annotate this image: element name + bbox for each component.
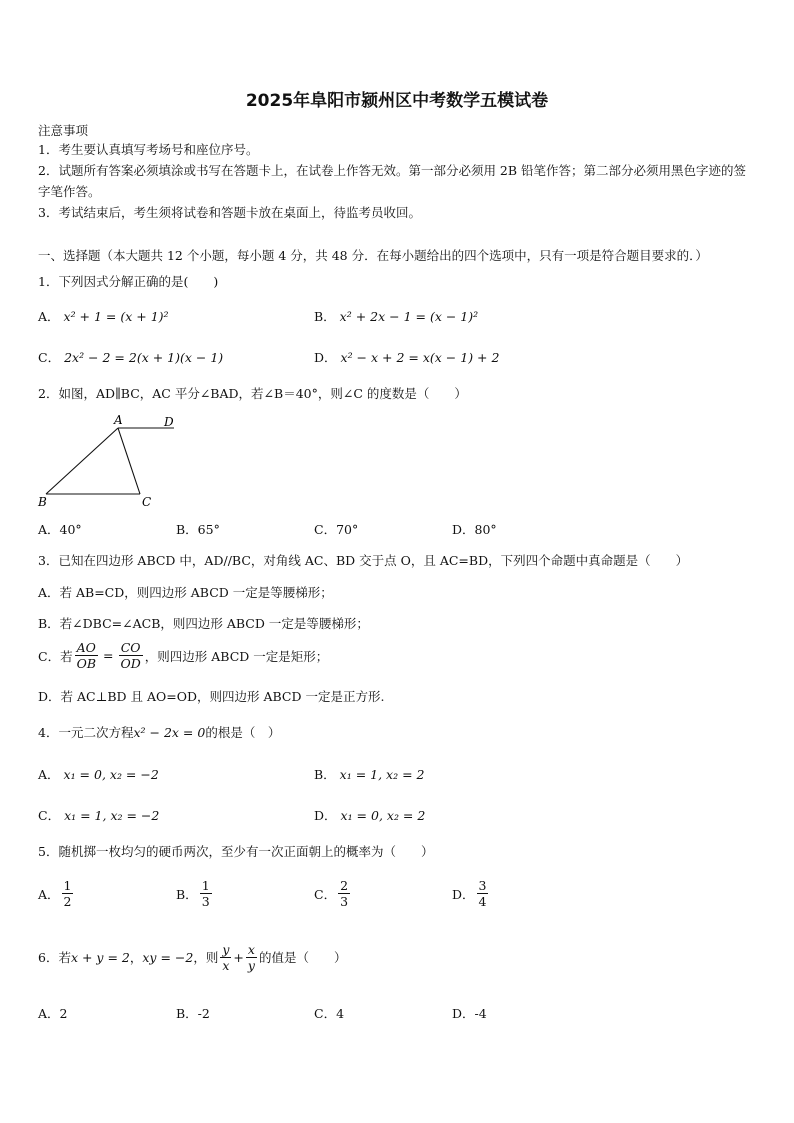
q2-stem: 2．如图，AD∥BC，AC 平分∠BAD，若∠B＝40°，则∠C 的度数是（ ） [38,386,467,401]
q6-then: ，则 [193,950,219,965]
q4-option-b[interactable] [314,765,425,783]
q6-separator: ， [129,950,143,965]
q3-frac2-den: OD [120,656,141,671]
q4-stem [38,723,280,742]
q2-option-b[interactable]: B．65° [176,522,220,537]
q4-stem-expr: x² − 2x = 0 [133,725,206,740]
q1-option-b-expr: x² + 2x − 1 = (x − 1)² [339,309,479,324]
notice-heading: 注意事项 [38,123,89,138]
q6-f1-den: x [222,958,230,973]
q5-option-d[interactable] [452,878,490,909]
q6-condition-product: xy = −2 [142,950,194,965]
q5-option-c-label: C． [314,886,337,902]
q2-geometry-figure [30,412,190,512]
q6-stem [38,942,346,973]
q1-option-d-expr: x² − x + 2 = x(x − 1) + 2 [340,350,500,365]
q1-option-c-label: C． [38,350,61,365]
notice-item-1: 1．考生要认真填写考场号和座位序号。 [38,142,259,157]
q2-option-d[interactable]: D．80° [452,522,497,537]
q6-f2-num: x [247,942,255,957]
q6-plus: + [233,950,244,965]
q1-option-b[interactable] [314,307,478,325]
q6-fraction-y-over-x [220,942,231,973]
q5-d-num: 3 [478,878,487,893]
q5-option-a-label: A． [38,886,60,902]
q1-option-d[interactable] [314,348,499,366]
q4-option-a-expr: x₁ = 0, x₂ = −2 [63,767,159,782]
q3-option-c-prefix: C．若 [38,648,73,664]
q6-option-b[interactable]: B．-2 [176,1006,210,1021]
q5-a-den: 2 [63,894,72,909]
q2-label-d: D [164,415,174,429]
q4-option-d-expr: x₁ = 0, x₂ = 2 [340,808,426,823]
q5-option-a[interactable] [38,878,75,909]
q4-stem-prefix: 4．一元二次方程 [38,725,134,740]
notice-item-3: 3．考试结束后，考生须将试卷和答题卡放在桌面上，待监考员收回。 [38,205,421,220]
q5-stem: 5．随机掷一枚均匀的硬币两次，至少有一次正面朝上的概率为（ ） [38,844,434,859]
q3-stem: 3．已知在四边形 ABCD 中，AD//BC，对角线 AC、BD 交于点 O，且 AC=BD，下列四个命题中真命题是（ ） [38,553,689,568]
q4-option-a[interactable] [38,765,159,783]
q6-f2-den: y [247,958,255,973]
q5-b-den: 3 [201,894,210,909]
q3-option-a[interactable]: A．若 AB=CD，则四边形 ABCD 一定是等腰梯形； [38,585,333,600]
q6-stem-prefix: 6．若 [38,950,71,965]
q1-option-a[interactable] [38,307,169,325]
q4-option-d-label: D． [314,808,337,823]
q3-frac2-num: CO [120,640,141,655]
q3-frac1-den: OB [76,656,97,671]
q4-option-c-expr: x₁ = 1, x₂ = −2 [64,808,160,823]
q5-d-den: 4 [478,894,487,909]
q3-option-d[interactable]: D．若 AC⊥BD 且 AO=OD，则四边形 ABCD 一定是正方形. [38,689,385,704]
q3-equals-sign: = [103,648,114,663]
notice-item-2: 2．试题所有答案必须填涂或书写在答题卡上，在试卷上作答无效。第一部分必须用 2B 铅笔作答；第二部分必须用黑色字迹的签字笔作答。 [38,163,747,199]
q4-stem-suffix: 的根是（ ） [205,725,281,740]
q6-option-a[interactable]: A．2 [38,1006,68,1021]
q2-segment-ac [118,428,140,494]
q5-a-num: 1 [63,878,72,893]
q4-option-b-label: B． [314,767,336,782]
q3-fraction-ao-ob [75,640,98,671]
q6-f1-num: y [222,942,230,957]
q1-option-a-expr: x² + 1 = (x + 1)² [63,309,169,324]
q4-option-c[interactable] [38,806,159,824]
q4-option-b-expr: x₁ = 1, x₂ = 2 [339,767,425,782]
q1-option-a-label: A． [38,309,60,324]
q1-option-d-label: D． [314,350,337,365]
q4-option-a-label: A． [38,767,60,782]
q1-option-c[interactable] [38,348,223,366]
q2-segment-ba [46,428,118,494]
q1-option-b-label: B． [314,309,336,324]
q5-option-c-fraction [338,878,350,909]
q5-option-b-label: B． [176,886,198,902]
q2-label-a: A [114,413,123,427]
q5-c-num: 2 [340,878,349,893]
q3-frac1-num: AO [76,640,96,655]
q6-option-c[interactable]: C．4 [314,1006,345,1021]
q1-stem: 1．下列因式分解正确的是( ) [38,274,219,289]
q6-option-d[interactable]: D．-4 [452,1006,487,1021]
q5-option-b-fraction [200,878,212,909]
q5-option-c[interactable] [314,878,352,909]
q4-option-d[interactable] [314,806,425,824]
page-title: 2025年阜阳市颍州区中考数学五模试卷 [245,91,549,111]
q5-option-d-fraction [477,878,489,909]
q6-stem-suffix: 的值是（ ） [258,950,347,965]
q4-option-c-label: C． [38,808,61,823]
q3-option-c-suffix: ，则四边形 ABCD 一定是矩形； [144,648,329,664]
q3-option-b[interactable]: B．若∠DBC=∠ACB，则四边形 ABCD 一定是等腰梯形； [38,616,369,631]
q6-fraction-x-over-y [246,942,257,973]
section-heading: 一、选择题（本大题共 12 个小题，每小题 4 分，共 48 分．在每小题给出的四个选项中，只有一项是符合题目要求的．） [38,248,708,263]
q3-option-c[interactable] [38,640,328,671]
q2-option-c[interactable]: C．70° [314,522,359,537]
q5-option-b[interactable] [176,878,214,909]
q6-condition-sum: x + y = 2 [70,950,130,965]
q5-b-num: 1 [201,878,210,893]
q2-option-a[interactable]: A．40° [38,522,82,537]
q2-label-b: B [38,495,47,509]
q5-option-d-label: D． [452,886,475,902]
q5-option-a-fraction [62,878,74,909]
q3-fraction-co-od [119,640,143,671]
q2-label-c: C [142,495,152,509]
q1-option-c-expr: 2x² − 2 = 2(x + 1)(x − 1) [64,350,224,365]
q5-c-den: 3 [340,894,349,909]
